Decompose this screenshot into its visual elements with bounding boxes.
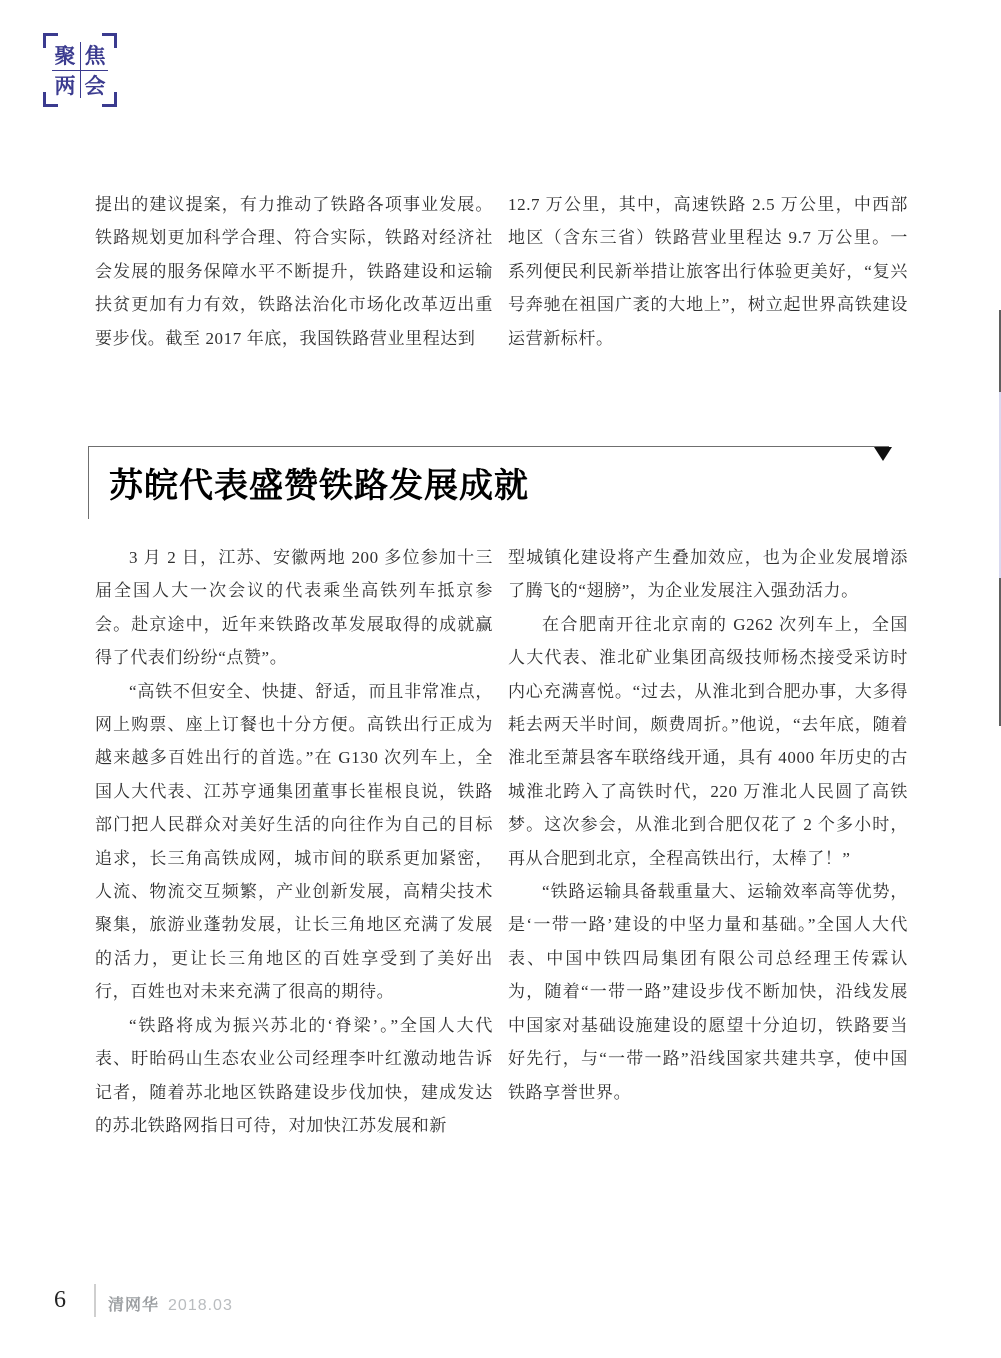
article-title: 苏皖代表盛赞铁路发展成就: [109, 468, 529, 505]
focus-two-sessions-logo: [43, 33, 117, 107]
paragraph: 型城镇化建设将产生叠加效应，也为企业发展增添了腾飞的“翅膀”，为企业发展注入强劲活力。: [508, 548, 908, 601]
footer-divider: [94, 1284, 96, 1317]
paragraph: 3 月 2 日，江苏、安徽两地 200 多位参加十三届全国人大一次会议的代表乘坐高铁列车抵京参会。赴京途中，近年来铁路改革发展取得的成就赢得了代表们纷纷“点赞”。: [95, 548, 493, 668]
title-side-rule: [88, 446, 89, 519]
article-body-right-column: [508, 541, 908, 1109]
intro-left-column: [95, 188, 493, 355]
footer-brand: [108, 1292, 233, 1315]
paragraph: 提出的建议提案，有力推动了铁路各项事业发展。铁路规划更加科学合理、符合实际，铁路对经济社会发展的服务保障水平不断提升，铁路建设和运输扶贫更加有力有效，铁路法治化市场化改革迈出重要步伐。截至 2017 年底，我国铁路营业里程达到: [95, 195, 493, 348]
article-body-left-column: [95, 541, 493, 1142]
page-number: 6: [54, 1287, 66, 1313]
paragraph: “铁路将成为振兴苏北的‘脊梁’。”全国人大代表、盱眙码山生态农业公司经理李叶红激动地告诉记者，随着苏北地区铁路建设步伐加快，建成发达的苏北铁路网指日可待，对加快江苏发展和新: [95, 1015, 493, 1135]
triangle-marker-icon: [874, 447, 892, 461]
section-divider-line: [88, 446, 889, 447]
magazine-logo: 清网华: [108, 1297, 160, 1314]
issue-date: 2018.03: [168, 1297, 233, 1314]
logo-char: 会: [84, 74, 106, 98]
paragraph: 在合肥南开往北京南的 G262 次列车上，全国人大代表、淮北矿业集团高级技师杨杰接受采访时内心充满喜悦。“过去，从淮北到合肥办事，大多得耗去两天半时间，颇费周折。”他说，“去年底，随着淮北至萧县客车联络线开通，具有 4000 年历史的古城淮北跨入了高铁时代，220 万淮北人民圆了高铁梦。这次参会，从淮北到合肥仅花了 2 个多小时，再从合肥到北京，全程高铁出行，太棒了！”: [508, 614, 908, 868]
paragraph: 12.7 万公里，其中，高速铁路 2.5 万公里，中西部地区（含东三省）铁路营业里程达 9.7 万公里。一系列便民利民新举措让旅客出行体验更美好，“复兴号奔驰在祖国广袤的大地上”，树立起世界高铁建设运营新标杆。: [508, 195, 908, 348]
logo-character-grid: [50, 40, 110, 100]
logo-char: 聚: [54, 44, 76, 68]
logo-char: 两: [54, 74, 76, 98]
logo-divider: [52, 70, 108, 71]
paragraph: “高铁不但安全、快捷、舒适，而且非常准点，网上购票、座上订餐也十分方便。高铁出行正成为越来越多百姓出行的首选。”在 G130 次列车上，全国人大代表、江苏亨通集团董事长崔根良说，铁路部门把人民群众对美好生活的向往作为自己的目标追求，长三角高铁成网，城市间的联系更加紧密，人流、物流交互频繁，产业创新发展，高精尖技术聚集，旅游业蓬勃发展，让长三角地区充满了发展的活力，更让长三角地区的百姓享受到了美好出行，百姓也对未来充满了很高的期待。: [95, 681, 493, 1002]
intro-right-column: [508, 188, 908, 355]
paragraph: “铁路运输具备载重量大、运输效率高等优势，是‘一带一路’建设的中坚力量和基础。”全国人大代表、中国中铁四局集团有限公司总经理王传霖认为，随着“一带一路”建设步伐不断加快，沿线发展中国家对基础设施建设的愿望十分迫切，铁路要当好先行，与“一带一路”沿线国家共建共享，使中国铁路享誉世界。: [508, 882, 908, 1102]
logo-char: 焦: [84, 44, 106, 68]
